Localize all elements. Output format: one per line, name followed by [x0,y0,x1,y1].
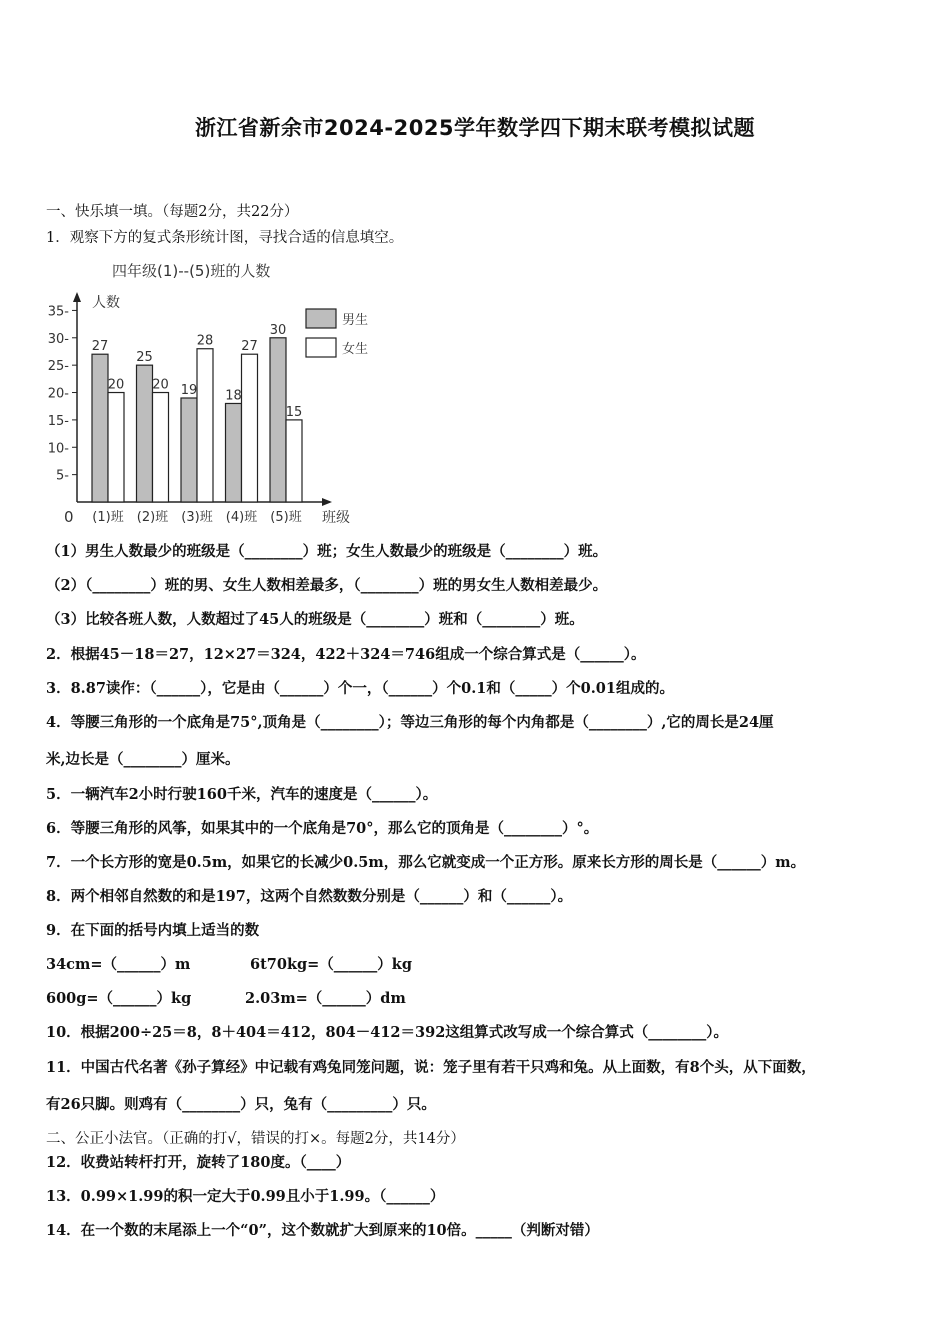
y-tick-label: 5- [56,468,69,484]
bar-female [242,354,258,502]
page-title: 浙江省新余市2024-2025学年数学四下期末联考模拟试题 [194,116,756,140]
data-label: 25 [136,350,153,366]
question-1: 1．观察下方的复式条形统计图，寻找合适的信息填空。 [46,230,404,246]
x-axis-arrow [322,498,332,506]
question-11-line-2: 有26只脚。则鸡有（________）只，兔有（_________）只。 [46,1096,436,1113]
legend-swatch-male [306,309,336,328]
bar-male [270,338,286,502]
question-4-line-1: 4．等腰三角形的一个底角是75°,顶角是（________）；等边三角形的每个内角都是（________）,它的周长是24厘 [46,714,774,731]
x-tick-label: (2)班 [136,510,169,525]
question-9: 9．在下面的括号内填上适当的数 [46,922,260,939]
data-label: 30 [269,322,287,338]
y-tick-label: 10- [47,441,69,457]
y-tick-label: 35- [47,304,69,320]
question-2: 2．根据45－18＝27，12×27＝324，422＋324＝746组成一个综合算式是（______）。 [46,646,646,663]
question-4-line-2: 米,边长是（________）厘米。 [46,751,240,768]
data-label: 19 [180,383,198,398]
section-2-heading: 二、公正小法官。（正确的打√，错误的打×。每题2分，共14分） [46,1131,465,1147]
y-tick-label: 25- [47,359,69,375]
data-label: 15 [285,404,303,420]
bar-male [92,354,108,502]
chart-legend [306,309,368,357]
question-1-3: （3）比较各班人数，人数超过了45人的班级是（________）班和（________）班。 [46,611,584,628]
bar-female [108,393,124,502]
legend-swatch-female [306,338,336,357]
question-8: 8．两个相邻自然数的和是197，这两个自然数数分别是（______）和（______）。 [46,888,573,905]
question-5: 5．一辆汽车2小时行驶160千米，汽车的速度是（______）。 [46,786,438,803]
question-13: 13．0.99×1.99的积一定大于0.99且小于1.99。（______） [46,1188,445,1205]
x-tick-label: (5)班 [270,510,302,525]
bar-male [137,365,153,502]
data-label: 20 [152,377,169,393]
question-12: 12．收费站转杆打开，旋转了180度。（____） [46,1154,351,1171]
origin-label: 0 [64,508,74,526]
question-9-item-b: 6t70kg=（______）kg [250,956,412,973]
data-label: 27 [241,339,258,355]
data-label: 28 [196,333,214,349]
chart-bars [92,338,302,502]
section-1-heading: 一、快乐填一填。（每题2分，共22分） [46,204,299,220]
x-tick-label: (3)班 [181,510,213,525]
x-tick-label: (1)班 [92,510,124,525]
y-tick-label: 20- [47,386,69,402]
y-axis-label: 人数 [92,295,120,311]
data-label: 18 [225,388,242,404]
bar-female [153,393,169,502]
question-7: 7．一个长方形的宽是0.5m，如果它的长减少0.5m，那么它就变成一个正方形。原来长方形的周长是（______）m。 [46,854,806,871]
bar-male [181,398,197,502]
legend-label-male: 男生 [342,313,369,328]
question-9-item-c: 600g=（______）kg [46,990,192,1007]
question-14: 14．在一个数的末尾添上一个“0”，这个数就扩大到原来的10倍。_____（判断对错） [46,1222,599,1239]
legend-label-female: 女生 [342,342,369,357]
bar-female [197,349,213,502]
bar-female [286,420,302,502]
chart-title: 四年级(1)--(5)班的人数 [112,262,271,280]
bar-chart [40,252,370,532]
y-axis-arrow [73,292,81,302]
question-10: 10．根据200÷25＝8，8＋404＝412，804－412＝392这组算式改写成一个综合算式（________）。 [46,1024,729,1041]
data-label: 20 [107,377,125,393]
data-label: 27 [91,339,109,355]
y-tick-label: 30- [47,331,69,347]
bar-male [226,403,242,502]
question-11-line-1: 11．中国古代名著《孙子算经》中记载有鸡兔同笼问题，说：笼子里有若干只鸡和兔。从上面数，有8个头，从下面数， [46,1059,816,1076]
y-tick-label: 15- [47,413,69,429]
question-1-1: （1）男生人数最少的班级是（________）班；女生人数最少的班级是（________）班。 [46,543,608,560]
question-1-2: （2）（________）班的男、女生人数相差最多，（________）班的男女生人数相差最少。 [46,577,608,594]
question-6: 6．等腰三角形的风筝，如果其中的一个底角是70°，那么它的顶角是（________）°。 [46,820,599,837]
question-9-item-a: 34cm=（______）m [46,956,191,973]
x-axis-label: 班级 [322,510,350,526]
question-3: 3．8.87读作：（______），它是由（______）个一，（______）个0.1和（_____）个0.01组成的。 [46,680,674,697]
question-9-item-d: 2.03m=（______）dm [245,990,406,1007]
x-tick-label: (4)班 [225,510,258,525]
